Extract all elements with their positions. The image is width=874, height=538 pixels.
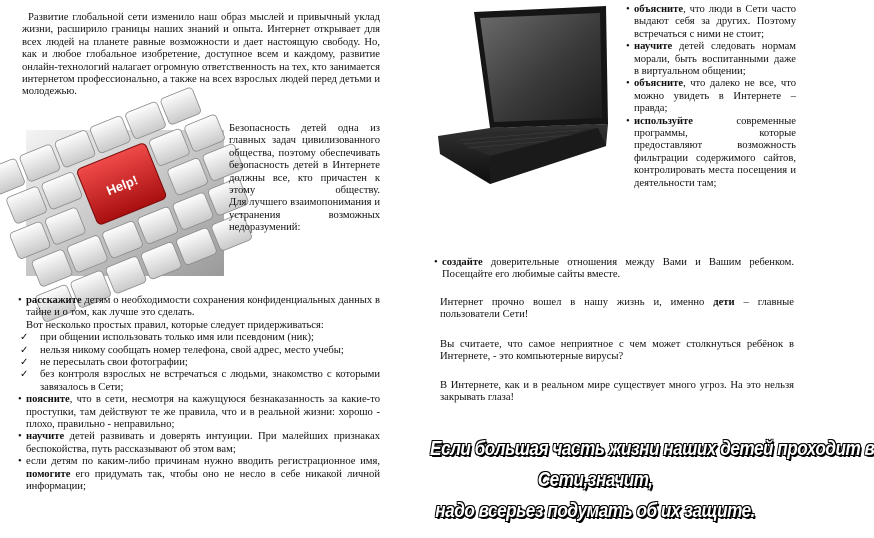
advice-item [628,4,796,41]
p1-text-1: Интернет прочно вошел в нашу жизнь и, именно [440,297,714,308]
slogan-line: Если большая часть жизни наших детей проходит в [430,438,874,460]
advice-list [628,4,796,190]
rule-item: ✓ нельзя никому сообщать номер телефона, свой адрес, место учебы; [18,345,380,357]
advice-bold: объясните [634,4,684,15]
advice-text: , что люди в Сети часто выдают себя за других. Поэтому встречаться с ними не стоит; [634,4,796,40]
advice-item [628,78,796,115]
laptop-image [430,6,622,188]
create-text: доверительные отношения между Вами и Вашим ребенком. Посещайте его любимые сайты вместе. [442,257,794,281]
explain-text: , что в сети, несмотря на кажущуюся безнаказанность за какие-то проступки, там действуют те же правила, что и в реальной жизни: хорошо - плохо, правильно - неправильно; [26,394,380,431]
teach-bold: научите [26,431,65,443]
slogan [430,434,874,527]
advice-item [628,41,796,78]
intro-paragraph: Развитие глобальной сети изменило наш образ мыслей и привычный уклад жизни, расширило границы наших знаний и опыта. Интернет открывает для всех людей на планете равные возможности и дает настоящую свободу. Но, как и любое глобальное изобретение, доступное всем и каждому, развитие онлайн-технологий налагает огромную ответственность на тех, кто занимается интернетом профессионально, а также на всех взрослых людей перед детьми и молодежью. [22,12,380,98]
rule-item: ✓ при общении использовать только имя или псевдоним (ник); [18,332,380,344]
advice-bold: используйте [634,115,693,127]
register-bold: помогите [26,468,71,480]
advice-item [628,116,796,190]
register-item [18,456,380,493]
slogan-line: Сети,значит, [537,469,653,491]
advice-text: детей следовать нормам морали, быть воспитанными даже в виртуальном общении; [634,41,796,78]
advice-bold: объясните [634,78,684,90]
register-text-1: если детям по каким-либо причинам нужно вводить регистрационное имя, [26,456,380,468]
advice-text: , что далеко не все, что можно увидеть в Интернете – правда; [634,78,796,115]
create-paragraph [436,257,794,282]
viruses-paragraph: Вы считаете, что самое неприятное с чем может столкнуться ребёнок в Интернете, - это компьютерные вирусы? [440,339,794,363]
help-key-label: Help! [104,172,141,199]
advice-text: современные программы, которые предоставляют возможность фильтрации содержимого сайтов, контролировать места посещения и деятельности там; [634,115,796,189]
understanding-paragraph: Для лучшего взаимопонимания и устранения возможных недоразумений: [229,197,380,234]
rules-intro: Вот несколько простых правил, которые следует придерживаться: [26,319,324,331]
register-text-2: его придумать так, чтобы оно не несло в себе никакой личной информации; [26,468,380,493]
rules-block [18,295,380,494]
explain-bold: поясните [26,394,70,406]
explain-item [18,394,380,431]
safety-paragraph: Безопасность детей одна из главных задач цивилизованного общества, поэтому обеспечивать безопасность детей в Интернете должны все, кто причастен к этому обществу. [229,123,380,197]
rule-item: ✓ без контроля взрослых не встречаться с людьми, знакомство с которыми завязалось в Сети; [18,369,380,394]
keyboard-help-image [26,130,224,276]
threats-paragraph: В Интернете, как и в реальном мире существует много угроз. На это нельзя закрывать глаза! [440,380,794,404]
create-item [436,257,794,282]
tell-text: детям о необходимости сохранения конфиденциальных данных в тайне и о том, как лучше это сделать. [26,295,380,319]
tell-item [18,295,380,320]
p1-text-2: – главные пользователи Сети! [440,297,794,321]
create-bold: создайте [442,257,483,268]
rule-item: ✓ не пересылать свои фотографии; [18,357,380,369]
slogan-line: надо всерьез подумать об их защите. [435,500,755,522]
safety-block [229,123,380,235]
teach-text: детей развивать и доверять интуиции. При малейших признаках беспокойства, путь рассказывают об этом вам; [26,431,380,455]
advice-bold: научите [634,41,673,53]
teach-item [18,431,380,456]
children-users-paragraph [440,297,794,322]
tell-bold: расскажите [26,295,82,306]
p1-bold: дети [713,297,735,308]
